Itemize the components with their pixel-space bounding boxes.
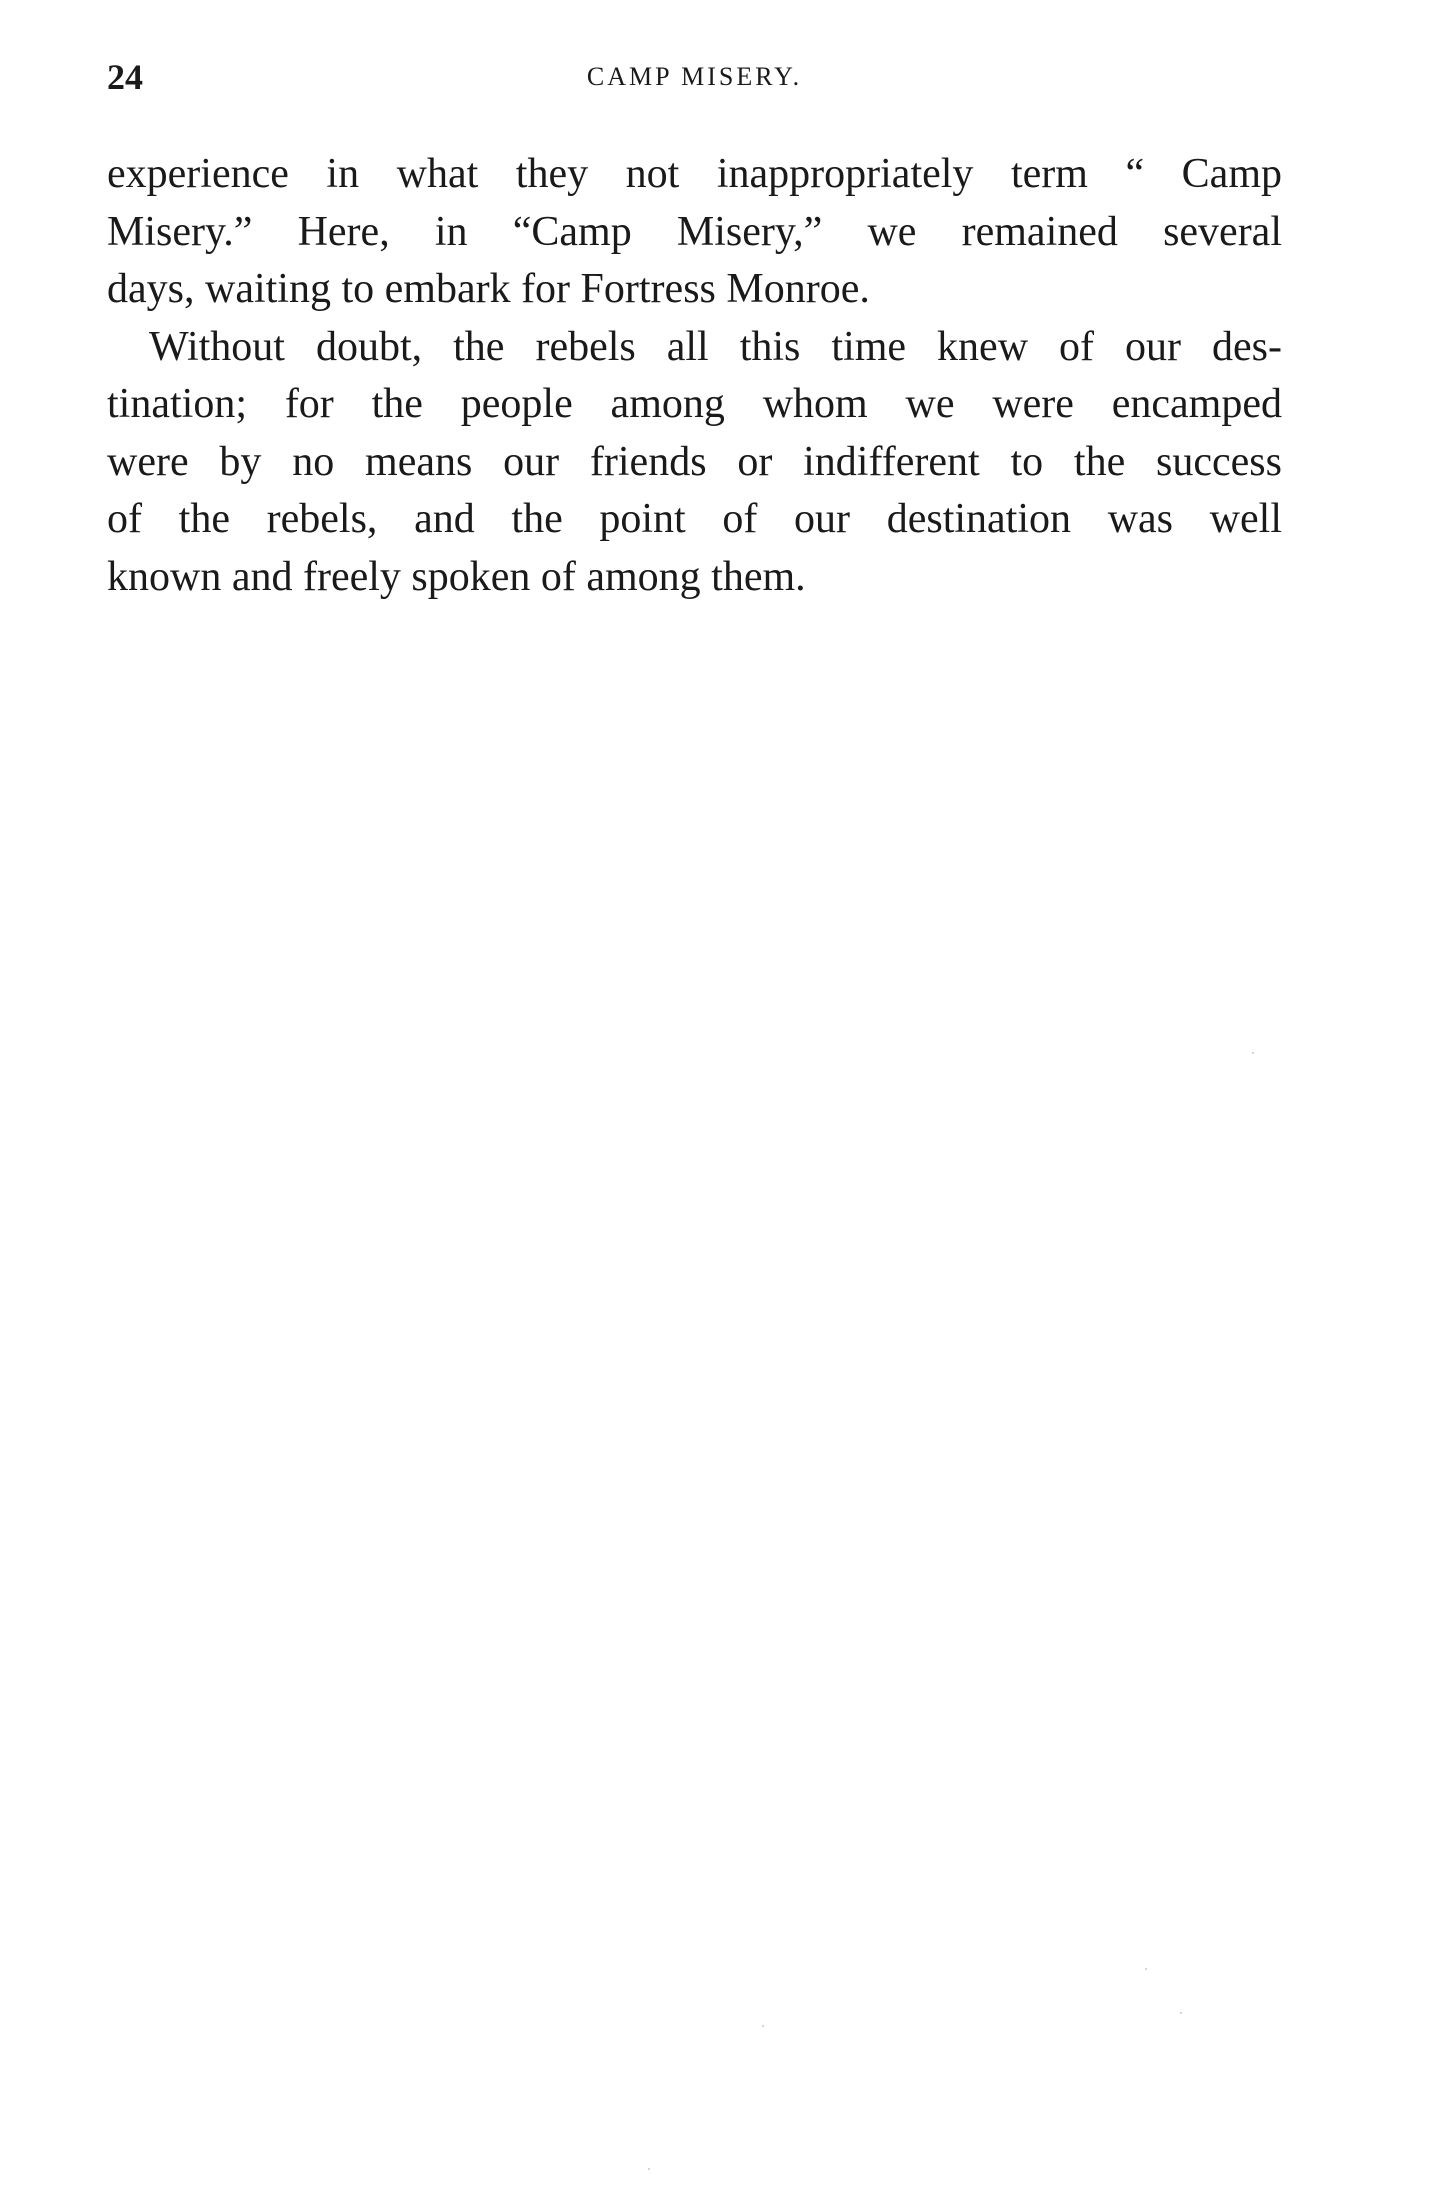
text-line: tination; for the people among whom we were encamped xyxy=(107,381,1282,427)
text-line: Misery.” Here, in “Camp Misery,” we remained several xyxy=(107,208,1282,255)
paragraph xyxy=(107,319,1282,607)
scan-speck xyxy=(1180,2012,1182,2014)
scan-speck xyxy=(1252,1052,1254,1054)
text-line: experience in what they not inappropriately term “ Camp xyxy=(107,151,1282,197)
text-line: days, waiting to embark for Fortress Monroe. xyxy=(107,266,870,312)
scan-speck xyxy=(762,2025,764,2027)
page-number: 24 xyxy=(107,57,143,97)
scan-speck xyxy=(1145,1968,1147,1970)
body-text xyxy=(107,146,1282,606)
paragraph xyxy=(107,146,1282,319)
running-title: CAMP MISERY. xyxy=(586,62,803,91)
text-line: known and freely spoken of among them. xyxy=(107,553,806,600)
scan-speck xyxy=(648,2168,650,2170)
text-line: Without doubt, the rebels all this time knew of our des- xyxy=(149,323,1282,370)
text-line: of the rebels, and the point of our destination was well xyxy=(107,496,1282,542)
running-head xyxy=(107,52,1282,102)
text-line: were by no means our friends or indifferent to the success xyxy=(107,438,1282,485)
